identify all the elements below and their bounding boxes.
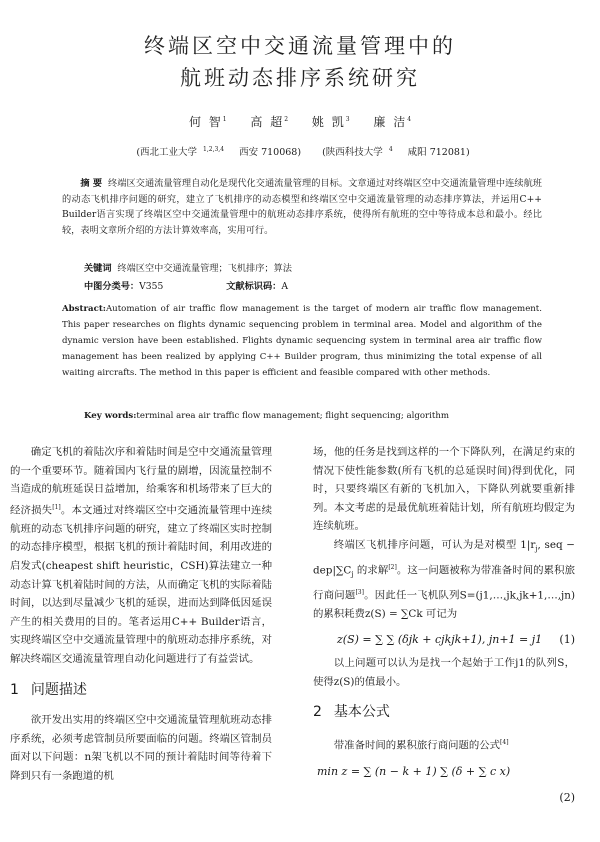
equation-2-number: (2) — [559, 791, 575, 805]
equation-2: min z = ∑ (n − k + 1) ∑ (δ + ∑ c x) — [317, 764, 511, 778]
citation-3[interactable]: [3] — [355, 588, 364, 596]
section-2-heading: 2 基本公式 — [313, 704, 390, 721]
abstract-en-label: Abstract: — [62, 304, 106, 314]
formula-intro: 带准备时间的累积旅行商问题的公式[4] — [333, 738, 509, 752]
affiliation-1: (西北工业大学 $^{1,2,3,4}$ — [136, 145, 225, 158]
intro-paragraph: 确定飞机的着陆次序和着陆时间是空中交通流量管理的一个重要环节。随着国内飞行量的剧增，因流量控制不当造成的航班延误日益增加，给乘客和机场带来了巨大的经济损失[1]。本文通过对终端区空中交通流量管理中连续航班的动态飞机排序问题的研究，建立了终端区实时控制的动态排序模型，根据飞机的预计着陆时间，利用改进的启发式(cheapest shift heuristic，CSH)算法建立一种动态计算飞机着陆时间的方法，从而确定飞机的实际着陆时间，以达到尽量减少飞机的延误，进而达到降低因延误产生的相关费用的目的。笔者运用C++ Builder语言，实现终端区空中交通流量管理中的航班动态排序系统，对解决终端区交通流量管理自动化问题进行了有益尝试。 — [10, 446, 272, 665]
affiliation-1-city: 西安 710068) — [239, 147, 302, 158]
keywords-en-text: terminal area air traffic flow management; flight sequencing; algorithm — [136, 411, 450, 421]
equation-1: z(S) = ∑ ∑ (δjk + cjkjk+1), jn+1 = j1 (1) — [313, 631, 575, 650]
affiliation-2: (陕西科技大学 $^4$ — [322, 145, 393, 158]
abstract-cn — [62, 176, 542, 238]
classification — [84, 279, 544, 295]
author-list — [0, 113, 600, 130]
affiliation — [0, 144, 600, 158]
abstract-en-text: Automation of air traffic flow management is the target of modern air traffic flow management. This paper researches on flights dynamic sequencing problem in terminal area. Model and algorithm of the dynamic version have been established. Flights dynamic sequencing system in terminal area air traffic flow management has been realized by applying C++ Builder program, thus minimizing the total expense of all waiting aircrafts. The method in this paper is efficient and feasible compared with other methods. — [62, 304, 542, 378]
affiliation-2-city: 咸阳 712081) — [407, 147, 470, 158]
citation-4[interactable]: [4] — [500, 738, 509, 746]
model-paragraph: 终端区飞机排序问题，可认为是对模型 $1|r_j$, seq − $dep|\sum C_j$ 的求解[2]。这一问题被称为带准备时间的累积旅行商问题[3]。因此任一飞机队列S=(j1,…,jk,jk+1,…,jn)的累积耗费z(S) = ∑Ck 可记为 — [313, 538, 576, 620]
paper-title-line2: 航班动态排序系统研究 — [180, 66, 420, 90]
equation-1-number: (1) — [559, 633, 575, 647]
keywords-cn-text: 终端区空中交通流量管理；飞机排序；算法 — [117, 263, 292, 274]
abstract-cn-label: 摘 要 — [80, 178, 103, 189]
body-right-column — [313, 443, 575, 808]
paper-title-line1: 终端区空中交通流量管理中的 — [144, 34, 456, 58]
section-1-paragraph: 欲开发出实用的终端区空中交通流量管理航班动态排序系统，必须考虑管制员所要面临的问题。终端区管制员面对以下问题：n架飞机以不同的预计着陆时间等待着下降到只有一条跑道的机 — [10, 714, 272, 782]
doc-code: 文献标识码：A — [226, 281, 288, 292]
section-1-paragraph-cont: 场，他的任务是找到这样的一个下降队列，在满足约束的情况下使性能参数(所有飞机的总延误时间)得到优化，同时，只要终端区有新的飞机加入，下降队列就要重新排列。本文考虑的是最优航班着陆计划，所有航班均假定为连续航班。 — [313, 446, 575, 533]
keywords-en-label: Key words: — [84, 411, 137, 421]
author-4: 廉 洁$^4$ — [373, 115, 412, 129]
section-1-heading: 1 问题描述 — [10, 681, 87, 698]
citation-1[interactable]: [1] — [52, 503, 61, 511]
citation-2[interactable]: [2] — [388, 563, 397, 571]
body-left-column — [10, 443, 272, 786]
objective-paragraph: 以上问题可以认为是找一个起始于工作j1的队列S，使得z(S)的值最小。 — [313, 657, 575, 688]
keywords-cn-label: 关键词 — [84, 263, 112, 274]
abstract-en — [62, 301, 542, 381]
author-1: 何 智$^1$ — [188, 115, 227, 129]
author-3: 姚 凯$^3$ — [311, 115, 350, 129]
clc-number: 中图分类号：V355 — [84, 281, 164, 292]
author-2: 高 超$^2$ — [250, 115, 289, 129]
keywords-en — [84, 409, 544, 425]
abstract-cn-text: 终端区交通流量管理自动化是现代化交通流量管理的目标。文章通过对终端区空中交通流量管理中连续航班的动态飞机排序问题的研究，建立了飞机排序的动态模型和终端区空中交通流量管理的动态排序算法，并运用C++ Builder语言实现了终端区空中交通流量管理中的航班动态排序系统，使得所有航班的空中等待成本总和最小。经比较，表明文章所介绍的方法计算效率高，实用可行。 — [62, 178, 542, 236]
keywords-cn — [84, 261, 544, 277]
